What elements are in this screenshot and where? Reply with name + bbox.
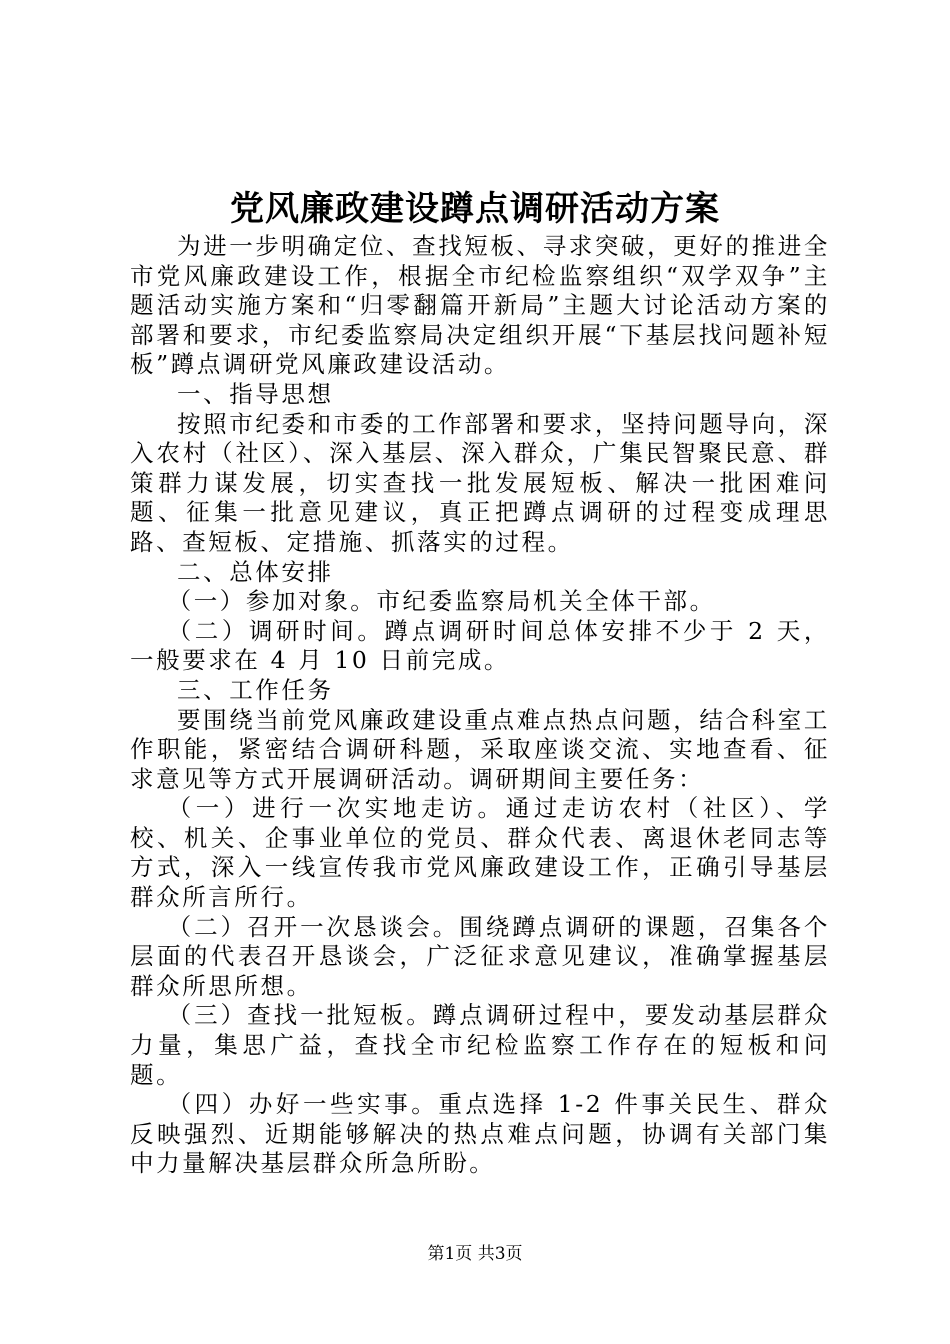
section-heading-overall-arrangement: 二、总体安排: [177, 557, 334, 586]
participants-paragraph: （一）参加对象。市纪委监察局机关全体干部。: [167, 587, 716, 616]
task-forum-paragraph: （二）召开一次恳谈会。围绕蹲点调研的课题，召集各个层面的代表召开恳谈会，广泛征求意见建议，准确掌握基层群众所思所想。: [130, 912, 830, 1000]
work-tasks-paragraph: 要围绕当前党风廉政建设重点难点热点问题，结合科室工作职能，紧密结合调研科题，采取座谈交流、实地查看、征求意见等方式开展调研活动。调研期间主要任务：: [130, 705, 830, 793]
task-field-visit-paragraph: （一）进行一次实地走访。通过走访农村（社区）、学校、机关、企事业单位的党员、群众代表、离退休老同志等方式，深入一线宣传我市党风廉政建设工作，正确引导基层群众所言所行。: [130, 794, 830, 912]
document-body: [130, 232, 830, 1179]
section-heading-guiding-thought: 一、指导思想: [177, 379, 334, 408]
document-title: 党风廉政建设蹲点调研活动方案: [230, 189, 720, 229]
guiding-thought-paragraph: 按照市纪委和市委的工作部署和要求，坚持问题导向，深入农村（社区）、深入基层、深入群众，广集民智聚民意、群策群力谋发展，切实查找一批发展短板、解决一批困难问题、征集一批意见建议，真正把蹲点调研的过程变成理思路、查短板、定措施、抓落实的过程。: [130, 409, 830, 556]
section-heading-work-tasks: 三、工作任务: [177, 675, 334, 704]
research-time-paragraph: （二）调研时间。蹲点调研时间总体安排不少于 2 天，一般要求在 4 月 10 日前完成。: [130, 616, 830, 675]
task-shortcomings-paragraph: （三）查找一批短板。蹲点调研过程中，要发动基层群众力量，集思广益，查找全市纪检监察工作存在的短板和问题。: [130, 1001, 830, 1089]
page-number-footer: 第1页 共3页: [427, 1244, 523, 1264]
intro-paragraph: 为进一步明确定位、查找短板、寻求突破，更好的推进全市党风廉政建设工作，根据全市纪检监察组织“双学双争”主题活动实施方案和“归零翻篇开新局”主题大讨论活动方案的部署和要求，市纪委监察局决定组织开展“下基层找问题补短板”蹲点调研党风廉政建设活动。: [130, 232, 830, 379]
task-practical-matters-paragraph: （四）办好一些实事。重点选择 1-2 件事关民生、群众反映强烈、近期能够解决的热点难点问题，协调有关部门集中力量解决基层群众所急所盼。: [130, 1090, 830, 1178]
